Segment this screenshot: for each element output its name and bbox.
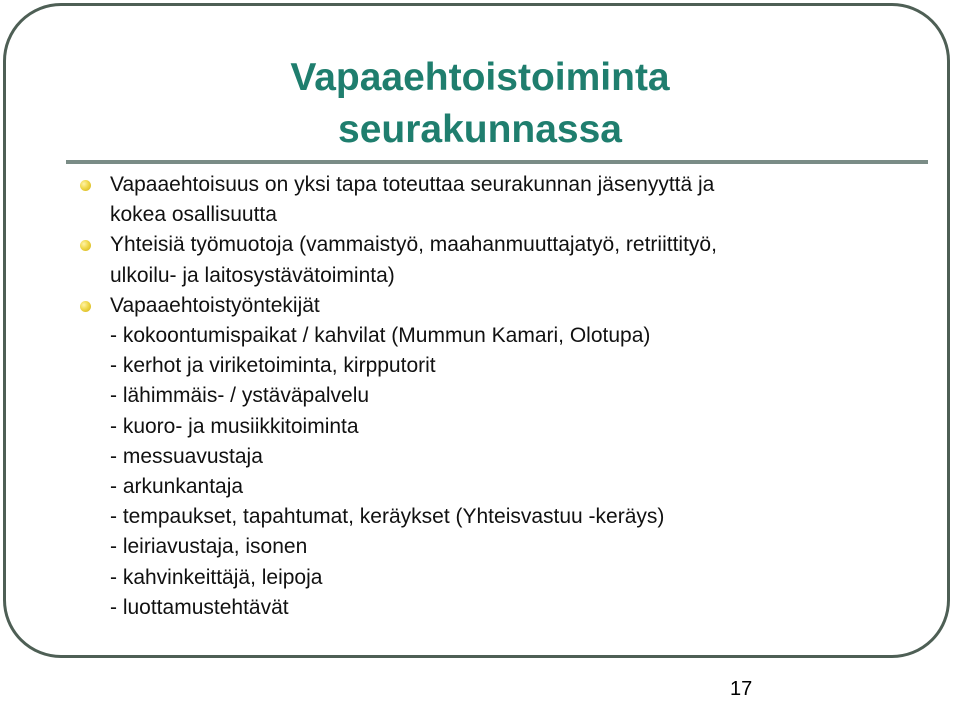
sub-list-item: - kahvinkeittäjä, leipoja bbox=[110, 565, 323, 589]
slide-title bbox=[200, 52, 760, 156]
bullet-dot-icon bbox=[80, 240, 91, 251]
bullet-item bbox=[78, 291, 918, 321]
bullet-item bbox=[78, 170, 918, 230]
sub-list-item: - kokoontumispaikat / kahvilat (Mummun Kamari, Olotupa) bbox=[110, 324, 651, 348]
sub-list-item: - messuavustaja bbox=[110, 444, 263, 468]
bullet-text-line: Yhteisiä työmuotoja (vammaistyö, maahanmuuttajatyö, retriittityö, bbox=[110, 233, 717, 257]
bullet-dot-icon bbox=[80, 301, 91, 312]
bullet-text-line: Vapaaehtoistyöntekijät bbox=[110, 293, 320, 317]
bullet-text-line: ulkoilu- ja laitosystävätoiminta) bbox=[110, 263, 395, 287]
slide-body bbox=[78, 170, 918, 623]
sub-list-item: - leiriavustaja, isonen bbox=[110, 535, 308, 559]
bullet-item bbox=[78, 230, 918, 290]
sub-list-item: - tempaukset, tapahtumat, keräykset (Yhteisvastuu -keräys) bbox=[110, 505, 665, 529]
title-divider bbox=[66, 160, 928, 164]
sub-list-item: - kuoro- ja musiikkitoiminta bbox=[110, 414, 359, 438]
title-line-1: Vapaaehtoistoiminta bbox=[290, 56, 670, 99]
sub-list-item: - kerhot ja viriketoiminta, kirpputorit bbox=[110, 354, 436, 378]
page-number: 17 bbox=[730, 678, 753, 700]
bullet-text-line: Vapaaehtoisuus on yksi tapa toteuttaa seurakunnan jäsenyyttä ja bbox=[110, 173, 715, 196]
bullet-dot-icon bbox=[80, 180, 91, 191]
sub-list-item: - arkunkantaja bbox=[110, 475, 244, 499]
sub-list-item: - luottamustehtävät bbox=[110, 595, 289, 619]
sub-list-item: - lähimmäis- / ystäväpalvelu bbox=[110, 384, 370, 408]
bullet-text-line: kokea osallisuutta bbox=[110, 203, 277, 227]
title-line-2: seurakunnassa bbox=[338, 108, 622, 151]
